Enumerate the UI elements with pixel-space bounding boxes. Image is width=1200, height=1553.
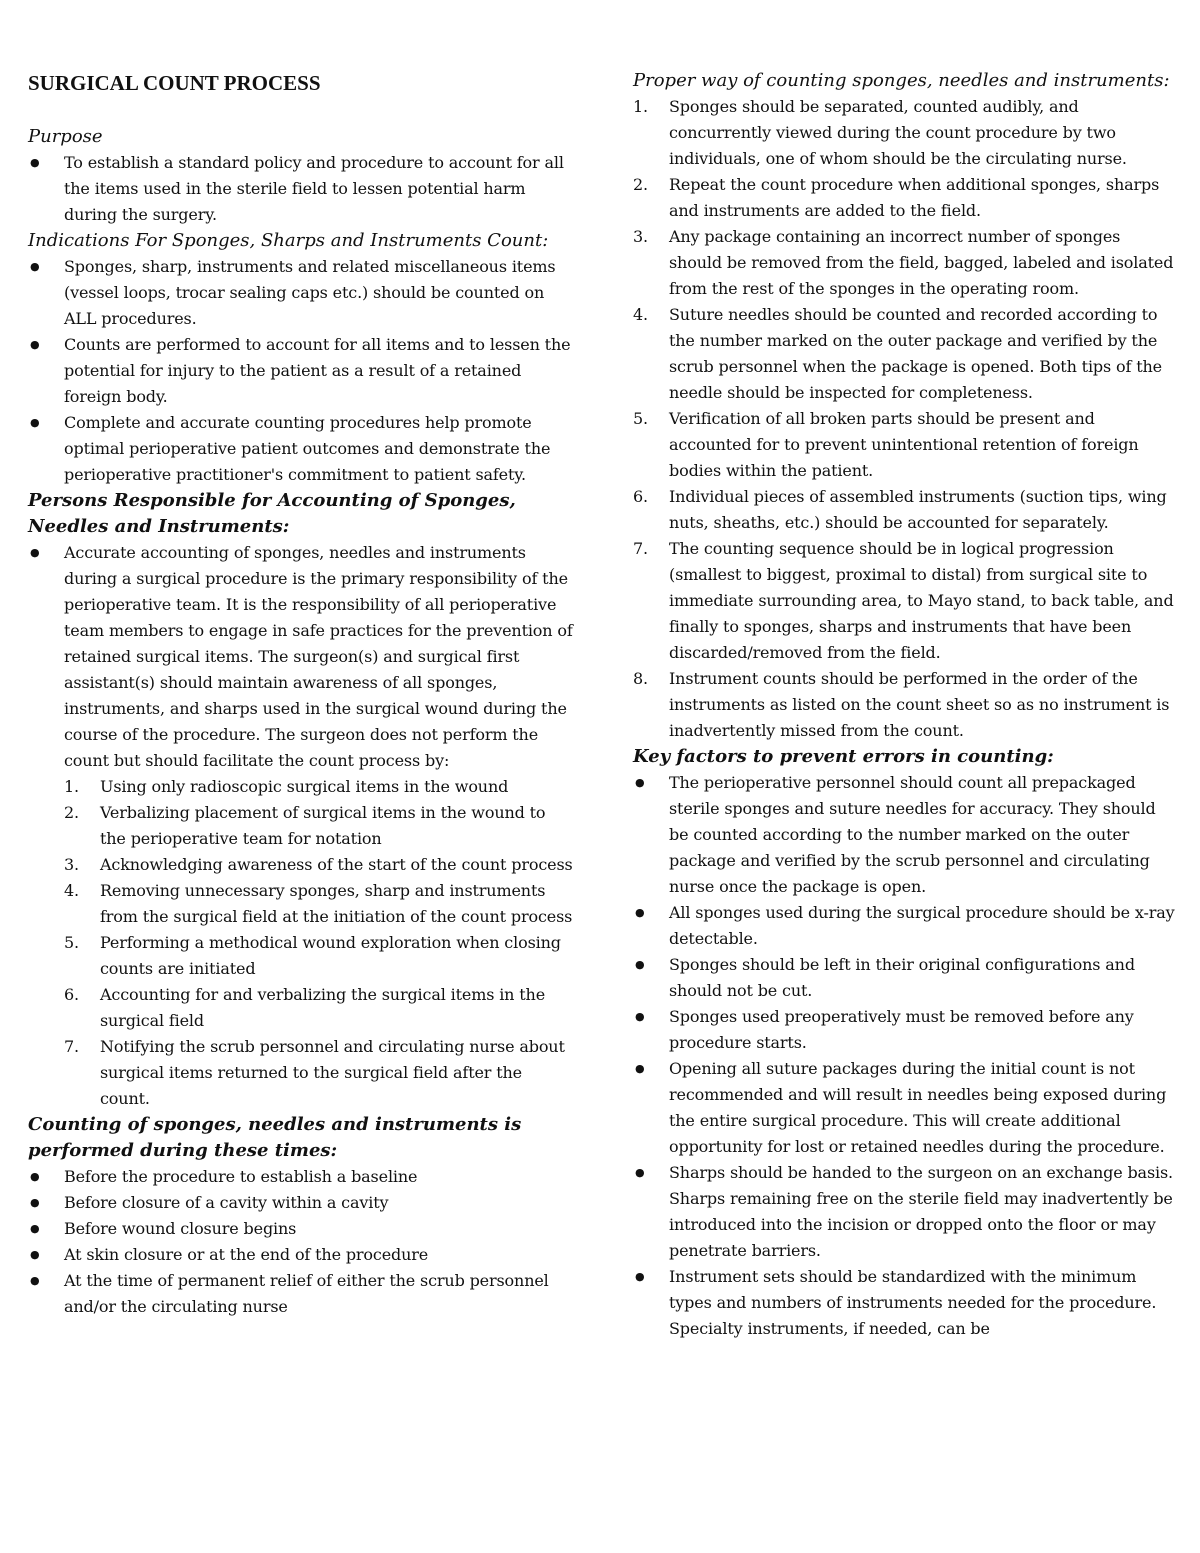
numbered-item — [633, 94, 1178, 172]
list-item: ● Sharps should be handed to the surgeon on an exchange basis. Sharps remaining free on the sterile field may inadvertently be introduced into the incision or dropped onto the floor or may penetrate barriers. — [633, 1160, 1178, 1264]
indications-list — [28, 254, 573, 488]
item-number: 8. — [633, 669, 648, 688]
list-item: ● The perioperative personnel should count all prepackaged sterile sponges and suture needles for accuracy. They should be counted according to the number marked on the outer package and verified by the scrub personnel and circulating nurse once the package is open. — [633, 770, 1178, 900]
item-text: Notifying the scrub personnel and circulating nurse about surgical items returned to the surgical field after the count. — [100, 1037, 565, 1108]
list-item: ● To establish a standard policy and procedure to account for all the items used in the sterile field to lessen potential harm during the surgery. — [28, 150, 573, 228]
list-item: ● Sponges used preoperatively must be removed before any procedure starts. — [633, 1004, 1178, 1056]
purpose-heading: Purpose — [28, 126, 103, 147]
item-text: Any package containing an incorrect number of sponges should be removed from the field, bagged, labeled and isolated from the rest of the sponges in the operating room. — [669, 227, 1174, 298]
numbered-item — [633, 172, 1178, 224]
right-column — [633, 68, 1178, 1342]
counting-times-heading: Counting of sponges, needles and instruments is performed during these times: — [28, 1114, 522, 1161]
list-item: ● Sponges should be left in their original configurations and should not be cut. — [633, 952, 1178, 1004]
item-number: 1. — [633, 97, 648, 116]
item-number: 6. — [64, 985, 79, 1004]
indications-heading: Indications For Sponges, Sharps and Instruments Count: — [28, 230, 549, 251]
item-number: 5. — [633, 409, 648, 428]
item-text: The counting sequence should be in logical progression (smallest to biggest, proximal to distal) from surgical site to immediate surrounding area, to Mayo stand, to back table, and finally to sponges, sharps and instruments that have been discarded/removed from the field. — [669, 539, 1174, 662]
numbered-item — [633, 224, 1178, 302]
numbered-item — [64, 982, 573, 1034]
item-number: 2. — [633, 175, 648, 194]
numbered-item — [64, 800, 573, 852]
item-text: Acknowledging awareness of the start of the count process — [100, 855, 573, 874]
item-number: 5. — [64, 933, 79, 952]
list-item: ● Opening all suture packages during the initial count is not recommended and will result in needles being exposed during the entire surgical procedure. This will create additional opportunity for lost or retained needles during the procedure. — [633, 1056, 1178, 1160]
list-item: ● All sponges used during the surgical procedure should be x-ray detectable. — [633, 900, 1178, 952]
item-text: Instrument counts should be performed in the order of the instruments as listed on the count sheet so as no instrument is inadvertently missed from the count. — [669, 669, 1170, 740]
item-number: 6. — [633, 487, 648, 506]
item-text: Removing unnecessary sponges, sharp and instruments from the surgical field at the initiation of the count process — [100, 881, 573, 926]
item-text: Verification of all broken parts should be present and accounted for to prevent unintentional retention of foreign bodies within the patient. — [669, 409, 1139, 480]
proper-way-heading: Proper way of counting sponges, needles and instruments: — [633, 70, 1170, 91]
item-text: Sponges should be separated, counted audibly, and concurrently viewed during the count procedure by two individuals, one of whom should be the circulating nurse. — [669, 97, 1127, 168]
list-item: ● At the time of permanent relief of either the scrub personnel and/or the circulating nurse — [28, 1268, 573, 1320]
list-item: ● Sponges, sharp, instruments and related miscellaneous items (vessel loops, trocar sealing caps etc.) should be counted on ALL procedures. — [28, 254, 573, 332]
item-text: Verbalizing placement of surgical items in the wound to the perioperative team for notation — [100, 803, 546, 848]
list-item: ● Complete and accurate counting procedures help promote optimal perioperative patient outcomes and demonstrate the perioperative practitioner's commitment to patient safety. — [28, 410, 573, 488]
numbered-item — [64, 930, 573, 982]
item-text: Performing a methodical wound exploration when closing counts are initiated — [100, 933, 561, 978]
item-number: 3. — [633, 227, 648, 246]
numbered-item — [633, 484, 1178, 536]
item-text: Suture needles should be counted and recorded according to the number marked on the outer package and verified by the scrub personnel when the package is opened. Both tips of the needle should be inspected for completeness. — [669, 305, 1162, 402]
numbered-item — [64, 1034, 573, 1112]
numbered-item — [64, 878, 573, 930]
item-text: Repeat the count procedure when additional sponges, sharps and instruments are added to the field. — [669, 175, 1160, 220]
list-item: ● At skin closure or at the end of the procedure — [28, 1242, 573, 1268]
persons-heading: Persons Responsible for Accounting of Sponges, Needles and Instruments: — [28, 490, 516, 537]
item-text: Accounting for and verbalizing the surgical items in the surgical field — [100, 985, 546, 1030]
counting-times-list — [28, 1164, 573, 1320]
numbered-item — [633, 666, 1178, 744]
item-number: 4. — [64, 881, 79, 900]
list-item: ● Accurate accounting of sponges, needles and instruments during a surgical procedure is the primary responsibility of the perioperative team. It is the responsibility of all perioperative team members to engage in safe practices for the prevention of retained surgical items. The surgeon(s) and surgical first assistant(s) should maintain awareness of all sponges, instruments, and sharps used in the surgical wound during the course of the procedure. The surgeon does not perform the count but should facilitate the count process by: — [28, 540, 573, 774]
numbered-item — [633, 406, 1178, 484]
numbered-item — [64, 852, 573, 878]
list-item: ● Instrument sets should be standardized with the minimum types and numbers of instruments needed for the procedure. Specialty instruments, if needed, can be — [633, 1264, 1178, 1342]
proper-way-list — [633, 94, 1178, 744]
item-number: 3. — [64, 855, 79, 874]
surgeon-steps-list — [64, 774, 573, 1112]
numbered-item — [633, 302, 1178, 406]
list-item: ● Before closure of a cavity within a cavity — [28, 1190, 573, 1216]
purpose-list — [28, 150, 573, 228]
list-item: ● Before wound closure begins — [28, 1216, 573, 1242]
list-item: ● Before the procedure to establish a baseline — [28, 1164, 573, 1190]
document-title: SURGICAL COUNT PROCESS — [28, 71, 321, 95]
left-column — [28, 68, 573, 1320]
item-number: 1. — [64, 777, 79, 796]
item-number: 2. — [64, 803, 79, 822]
item-text: Individual pieces of assembled instruments (suction tips, wing nuts, sheaths, etc.) should be accounted for separately. — [669, 487, 1167, 532]
item-number: 4. — [633, 305, 648, 324]
persons-list — [28, 540, 573, 774]
key-factors-heading: Key factors to prevent errors in counting: — [633, 746, 1054, 767]
list-item: ● Counts are performed to account for all items and to lessen the potential for injury to the patient as a result of a retained foreign body. — [28, 332, 573, 410]
numbered-item — [64, 774, 573, 800]
key-factors-list — [633, 770, 1178, 1342]
numbered-item — [633, 536, 1178, 666]
item-text: Using only radioscopic surgical items in the wound — [100, 777, 509, 796]
item-number: 7. — [633, 539, 648, 558]
item-number: 7. — [64, 1037, 79, 1056]
